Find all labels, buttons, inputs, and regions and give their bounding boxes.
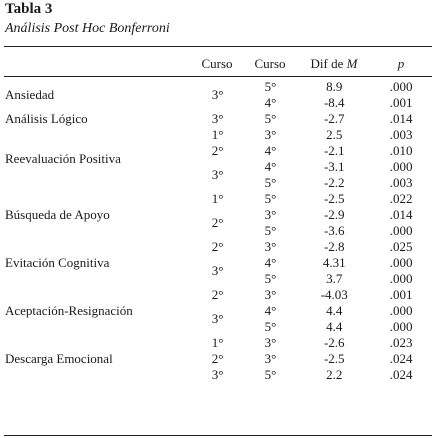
- curso-a-cell: 1°: [211, 127, 224, 142]
- variable-name: Aceptación-Resignación: [5, 303, 133, 318]
- dif-m-cell: -3.6: [323, 223, 345, 238]
- curso-b-cell: 3°: [264, 207, 277, 222]
- curso-b-cell: 5°: [264, 191, 277, 206]
- p-value-cell: .003: [389, 175, 413, 190]
- p-value-cell: .001: [389, 95, 413, 110]
- curso-a-cell: 3°: [211, 263, 224, 278]
- curso-a-cell: 2°: [211, 215, 224, 230]
- curso-b-cell: 5°: [264, 223, 277, 238]
- p-value-cell: .025: [389, 239, 413, 254]
- table-row: [4, 335, 432, 351]
- variable-name: Ansiedad: [5, 87, 55, 102]
- curso-a-cell: 3°: [211, 367, 224, 382]
- p-value-cell: .000: [389, 79, 413, 94]
- curso-a-cell: 1°: [211, 191, 224, 206]
- table-subtitle: Análisis Post Hoc Bonferroni: [5, 21, 170, 36]
- curso-a-cell: 3°: [211, 111, 224, 126]
- header-dif-prefix: Dif de: [310, 56, 347, 71]
- header-rule: [4, 76, 432, 77]
- dif-m-cell: -2.2: [323, 175, 345, 190]
- curso-b-cell: 3°: [264, 351, 277, 366]
- curso-b-cell: 5°: [264, 111, 277, 126]
- dif-m-cell: -4.03: [320, 287, 348, 302]
- dif-m-cell: 2.2: [326, 367, 343, 382]
- dif-m-cell: 4.4: [326, 303, 343, 318]
- variable-name: Búsqueda de Apoyo: [5, 207, 110, 222]
- table-row: [4, 191, 432, 207]
- table-row: [4, 111, 432, 127]
- p-value-cell: .024: [389, 351, 413, 366]
- table-row: [4, 239, 432, 255]
- curso-a-cell: 2°: [211, 287, 224, 302]
- posthoc-table: [4, 79, 432, 383]
- p-value-cell: .014: [389, 111, 413, 126]
- curso-b-cell: 3°: [264, 287, 277, 302]
- p-value-cell: .000: [389, 271, 413, 286]
- dif-m-cell: -2.5: [323, 191, 345, 206]
- curso-b-cell: 4°: [264, 143, 277, 158]
- header-p: [370, 56, 432, 72]
- curso-a-cell: 3°: [211, 311, 224, 326]
- curso-b-cell: 3°: [264, 335, 277, 350]
- p-value-cell: .003: [389, 127, 413, 142]
- header-dif-m-symbol: M: [346, 56, 358, 71]
- bottom-rule: [4, 435, 432, 436]
- dif-m-cell: 3.7: [326, 271, 343, 286]
- dif-m-cell: 8.9: [326, 79, 343, 94]
- table-row: [4, 79, 432, 95]
- variable-name: Evitación Cognitiva: [5, 255, 110, 270]
- p-value-cell: .000: [389, 319, 413, 334]
- table-body: [4, 79, 432, 383]
- curso-a-cell: 1°: [211, 335, 224, 350]
- dif-m-cell: -2.8: [323, 239, 345, 254]
- table-title: Tabla 3: [5, 1, 53, 17]
- dif-m-cell: 4.4: [326, 319, 343, 334]
- dif-m-cell: -8.4: [323, 95, 345, 110]
- curso-b-cell: 5°: [264, 367, 277, 382]
- curso-b-cell: 4°: [264, 303, 277, 318]
- curso-a-cell: 2°: [211, 351, 224, 366]
- header-curso-a: Curso: [201, 56, 233, 71]
- curso-a-cell: 3°: [211, 167, 224, 182]
- curso-a-cell: 3°: [211, 87, 224, 102]
- dif-m-cell: -2.1: [323, 143, 345, 158]
- curso-b-cell: 3°: [264, 127, 277, 142]
- p-value-cell: .001: [389, 287, 413, 302]
- p-value-cell: .000: [389, 303, 413, 318]
- header-p-symbol: p: [397, 56, 405, 71]
- curso-b-cell: 5°: [264, 319, 277, 334]
- curso-b-cell: 5°: [264, 271, 277, 286]
- table-row: [4, 287, 432, 303]
- header-dif-m: [298, 56, 370, 72]
- dif-m-cell: -2.7: [323, 111, 345, 126]
- p-value-cell: .023: [389, 335, 413, 350]
- dif-m-cell: -2.6: [323, 335, 345, 350]
- variable-name: Análisis Lógico: [5, 111, 88, 126]
- p-value-cell: .014: [389, 207, 413, 222]
- curso-b-cell: 3°: [264, 239, 277, 254]
- curso-b-cell: 5°: [264, 175, 277, 190]
- curso-a-cell: 2°: [211, 143, 224, 158]
- header-curso-b: Curso: [254, 56, 286, 71]
- curso-b-cell: 4°: [264, 255, 277, 270]
- p-value-cell: .000: [389, 159, 413, 174]
- dif-m-cell: -3.1: [323, 159, 345, 174]
- curso-a-cell: 2°: [211, 239, 224, 254]
- top-rule: [4, 46, 432, 47]
- curso-b-cell: 5°: [264, 79, 277, 94]
- p-value-cell: .024: [389, 367, 413, 382]
- variable-name: Descarga Emocional: [5, 351, 113, 366]
- table-row: [4, 127, 432, 143]
- dif-m-cell: 4.31: [322, 255, 346, 270]
- curso-b-cell: 4°: [264, 159, 277, 174]
- p-value-cell: .000: [389, 255, 413, 270]
- dif-m-cell: -2.9: [323, 207, 345, 222]
- dif-m-cell: 2.5: [326, 127, 343, 142]
- p-value-cell: .000: [389, 223, 413, 238]
- p-value-cell: .010: [389, 143, 413, 158]
- variable-name: Reevaluación Positiva: [5, 151, 121, 166]
- curso-b-cell: 4°: [264, 95, 277, 110]
- p-value-cell: .022: [389, 191, 413, 206]
- dif-m-cell: -2.5: [323, 351, 345, 366]
